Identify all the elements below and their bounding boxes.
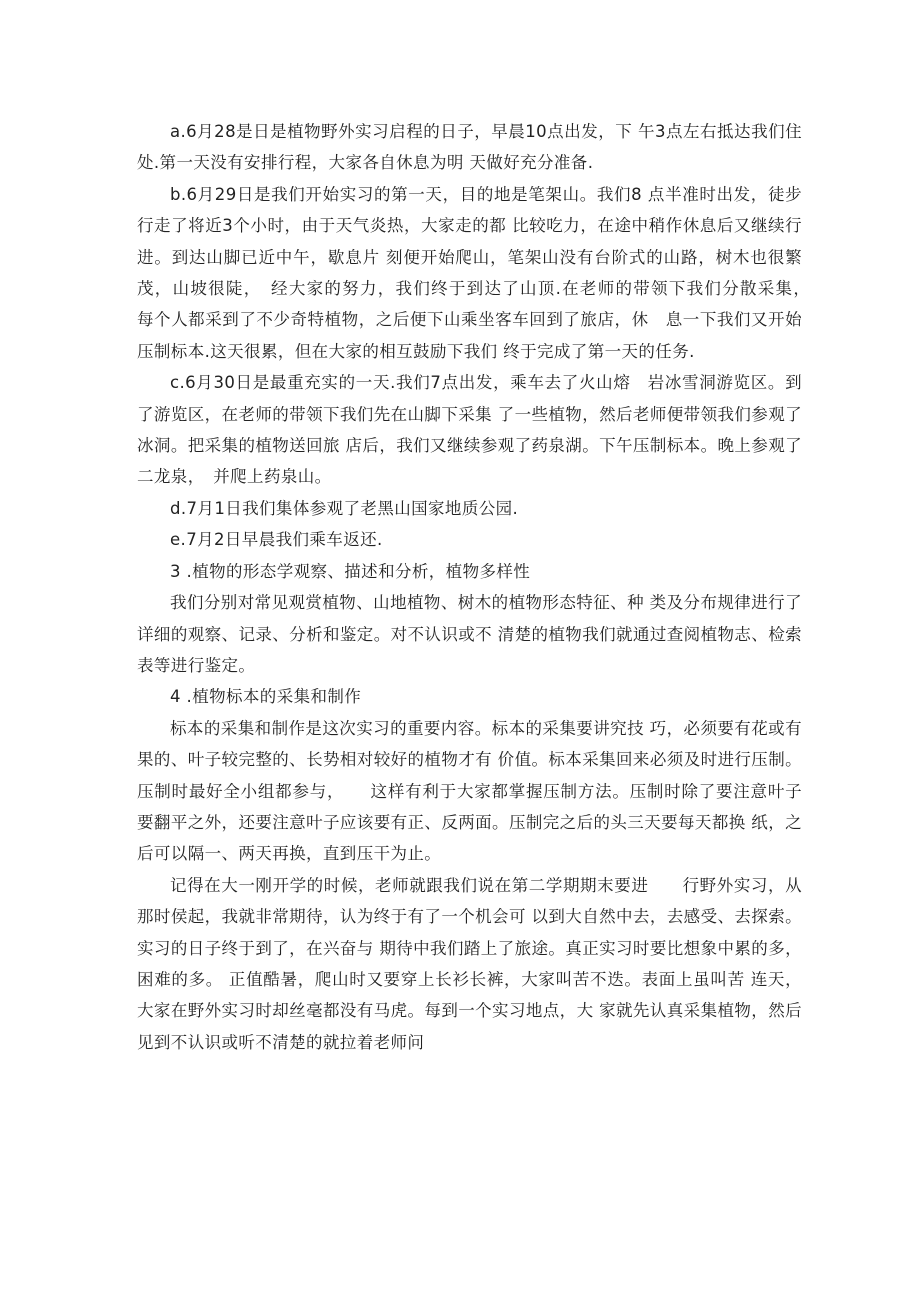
section-heading-4: 4 .植物标本的采集和制作 <box>170 687 362 707</box>
section-heading-3: 3 .植物的形态学观察、描述和分析，植物多样性 <box>170 561 531 581</box>
paragraph-day-july-1: d.7月1日我们集体参观了老黑山国家地质公园. <box>170 498 519 518</box>
paragraph-day-july-2: e.7月2日早晨我们乘车返还. <box>170 530 383 550</box>
paragraph-day-june-29: b.6月29日是我们开始实习的第一天，目的地是笔架山。我们8 点半准时出发，徒步行走了将近3个小时，由于天气炎热，大家走的都 比较吃力，在途中稍作休息后又继续行进。到达山脚已近中午，歇息片 刻便开始爬山，笔架山没有台阶式的山路，树木也很繁茂，山坡很陡， 经大家的努力，我们终于到达了山顶.在老师的带领下我们分散采集， 每个人都采到了不少奇特植物，之后便下山乘坐客车回到了旅店，休 息一下我们又开始压制标本.这天很累，但在大家的相互鼓励下我们 终于完成了第一天的任务. <box>137 184 819 361</box>
document-body <box>137 116 819 1058</box>
paragraph-day-june-28: a.6月28是日是植物野外实习启程的日子，早晨10点出发，下 午3点左右抵达我们住处.第一天没有安排行程，大家各自休息为明 天做好充分准备. <box>137 122 802 173</box>
paragraph-day-june-30: c.6月30日是最重充实的一天.我们7点出发，乘车去了火山熔 岩冰雪洞游览区。到了游览区，在老师的带领下我们先在山脚下采集 了一些植物，然后老师便带领我们参观了冰洞。把采集的植物送回旅 店后，我们又继续参观了药泉湖。下午压制标本。晚上参观了二龙泉， 并爬上药泉山。 <box>137 373 802 487</box>
paragraph-reflection: 记得在大一刚开学的时候，老师就跟我们说在第二学期期末要进 行野外实习，从那时侯起，我就非常期待，认为终于有了一个机会可 以到大自然中去，去感受、去探索。实习的日子终于到了，在兴奋与 期待中我们踏上了旅途。真正实习时要比想象中累的多，困难的多。 正值酷暑，爬山时又要穿上长衫长裤，大家叫苦不迭。表面上虽叫苦 连天，大家在野外实习时却丝毫都没有马虎。每到一个实习地点，大 家就先认真采集植物，然后见到不认识或听不清楚的就拉着老师问 <box>137 875 802 1052</box>
paragraph-observation: 我们分别对常见观赏植物、山地植物、树木的植物形态特征、种 类及分布规律进行了详细的观察、记录、分析和鉴定。对不认识或不 清楚的植物我们就通过查阅植物志、检索表等进行鉴定。 <box>137 593 802 675</box>
paragraph-specimen: 标本的采集和制作是这次实习的重要内容。标本的采集要讲究技 巧，必须要有花或有果的、叶子较完整的、长势相对较好的植物才有 价值。标本采集回来必须及时进行压制。压制时最好全小组都参与， 这样有利于大家都掌握压制方法。压制时除了要注意叶子要翻平之外，还要注意叶子应该要有正、反两面。压制完之后的头三天要每天都换 纸，之后可以隔一、两天再换，直到压干为止。 <box>137 718 802 864</box>
